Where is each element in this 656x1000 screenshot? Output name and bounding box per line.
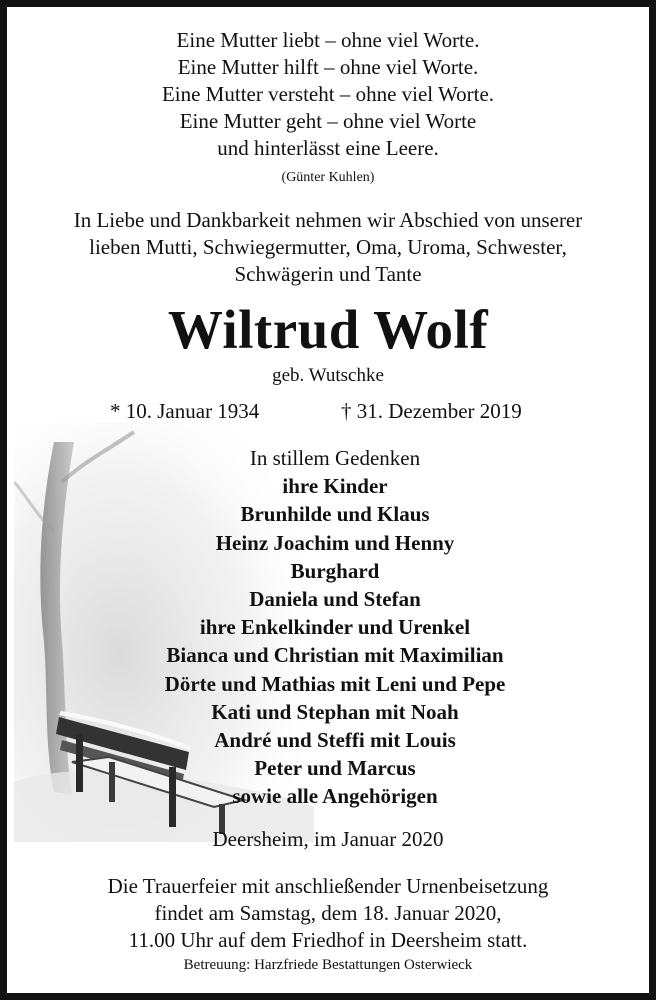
- mourner-line: ihre Enkelkinder und Urenkel: [199, 615, 471, 640]
- mourner-line: ihre Kinder: [282, 474, 388, 499]
- poem-line: und hinterlässt eine Leere.: [217, 136, 439, 160]
- service-line: Die Trauerfeier mit anschließender Urnenbeisetzung: [107, 874, 549, 898]
- birth-date: * 10. Januar 1934: [110, 399, 260, 423]
- mourner-line: Kati und Stephan mit Noah: [211, 699, 459, 724]
- service-line: 11.00 Uhr auf dem Friedhof in Deersheim statt.: [128, 928, 528, 952]
- poem-author: (Günter Kuhlen): [281, 170, 375, 185]
- mourner-line: sowie alle Angehörigen: [232, 784, 438, 809]
- mourner-line: Bianca und Christian mit Maximilian: [166, 643, 504, 668]
- mourner-line: Heinz Joachim und Henny: [215, 530, 455, 555]
- mourner-line: Brunhilde und Klaus: [240, 502, 430, 527]
- mourners: [7, 444, 656, 811]
- poem-line: Eine Mutter liebt – ohne viel Worte.: [176, 28, 480, 52]
- service-line: findet am Samstag, dem 18. Januar 2020,: [154, 901, 502, 925]
- death-date: † 31. Dezember 2019: [341, 399, 522, 423]
- poem: [7, 27, 649, 162]
- mourners-heading: In stillem Gedenken: [249, 446, 421, 470]
- mourner-line: Dörte und Mathias mit Leni und Pepe: [164, 671, 506, 696]
- intro-line: In Liebe und Dankbarkeit nehmen wir Abschied von unserer: [73, 208, 583, 232]
- intro: [7, 207, 649, 288]
- service-info: [7, 873, 649, 954]
- intro-line: lieben Mutti, Schwiegermutter, Oma, Uroma, Schwester,: [89, 235, 567, 259]
- funeral-home-credit: Betreuung: Harzfriede Bestattungen Osterwieck: [183, 957, 473, 973]
- mourner-line: Burghard: [290, 558, 380, 583]
- maiden-name: geb. Wutschke: [272, 365, 384, 386]
- poem-line: Eine Mutter geht – ohne viel Worte: [179, 109, 477, 133]
- poem-line: Eine Mutter hilft – ohne viel Worte.: [177, 55, 479, 79]
- mourner-line: Daniela und Stefan: [249, 587, 421, 612]
- mourner-line: André und Steffi mit Louis: [214, 728, 456, 753]
- intro-line: Schwägerin und Tante: [234, 262, 422, 286]
- place-date: Deersheim, im Januar 2020: [212, 827, 444, 851]
- mourner-line: Peter und Marcus: [254, 756, 416, 781]
- poem-line: Eine Mutter versteht – ohne viel Worte.: [161, 82, 495, 106]
- deceased-name: Wiltrud Wolf: [167, 299, 489, 360]
